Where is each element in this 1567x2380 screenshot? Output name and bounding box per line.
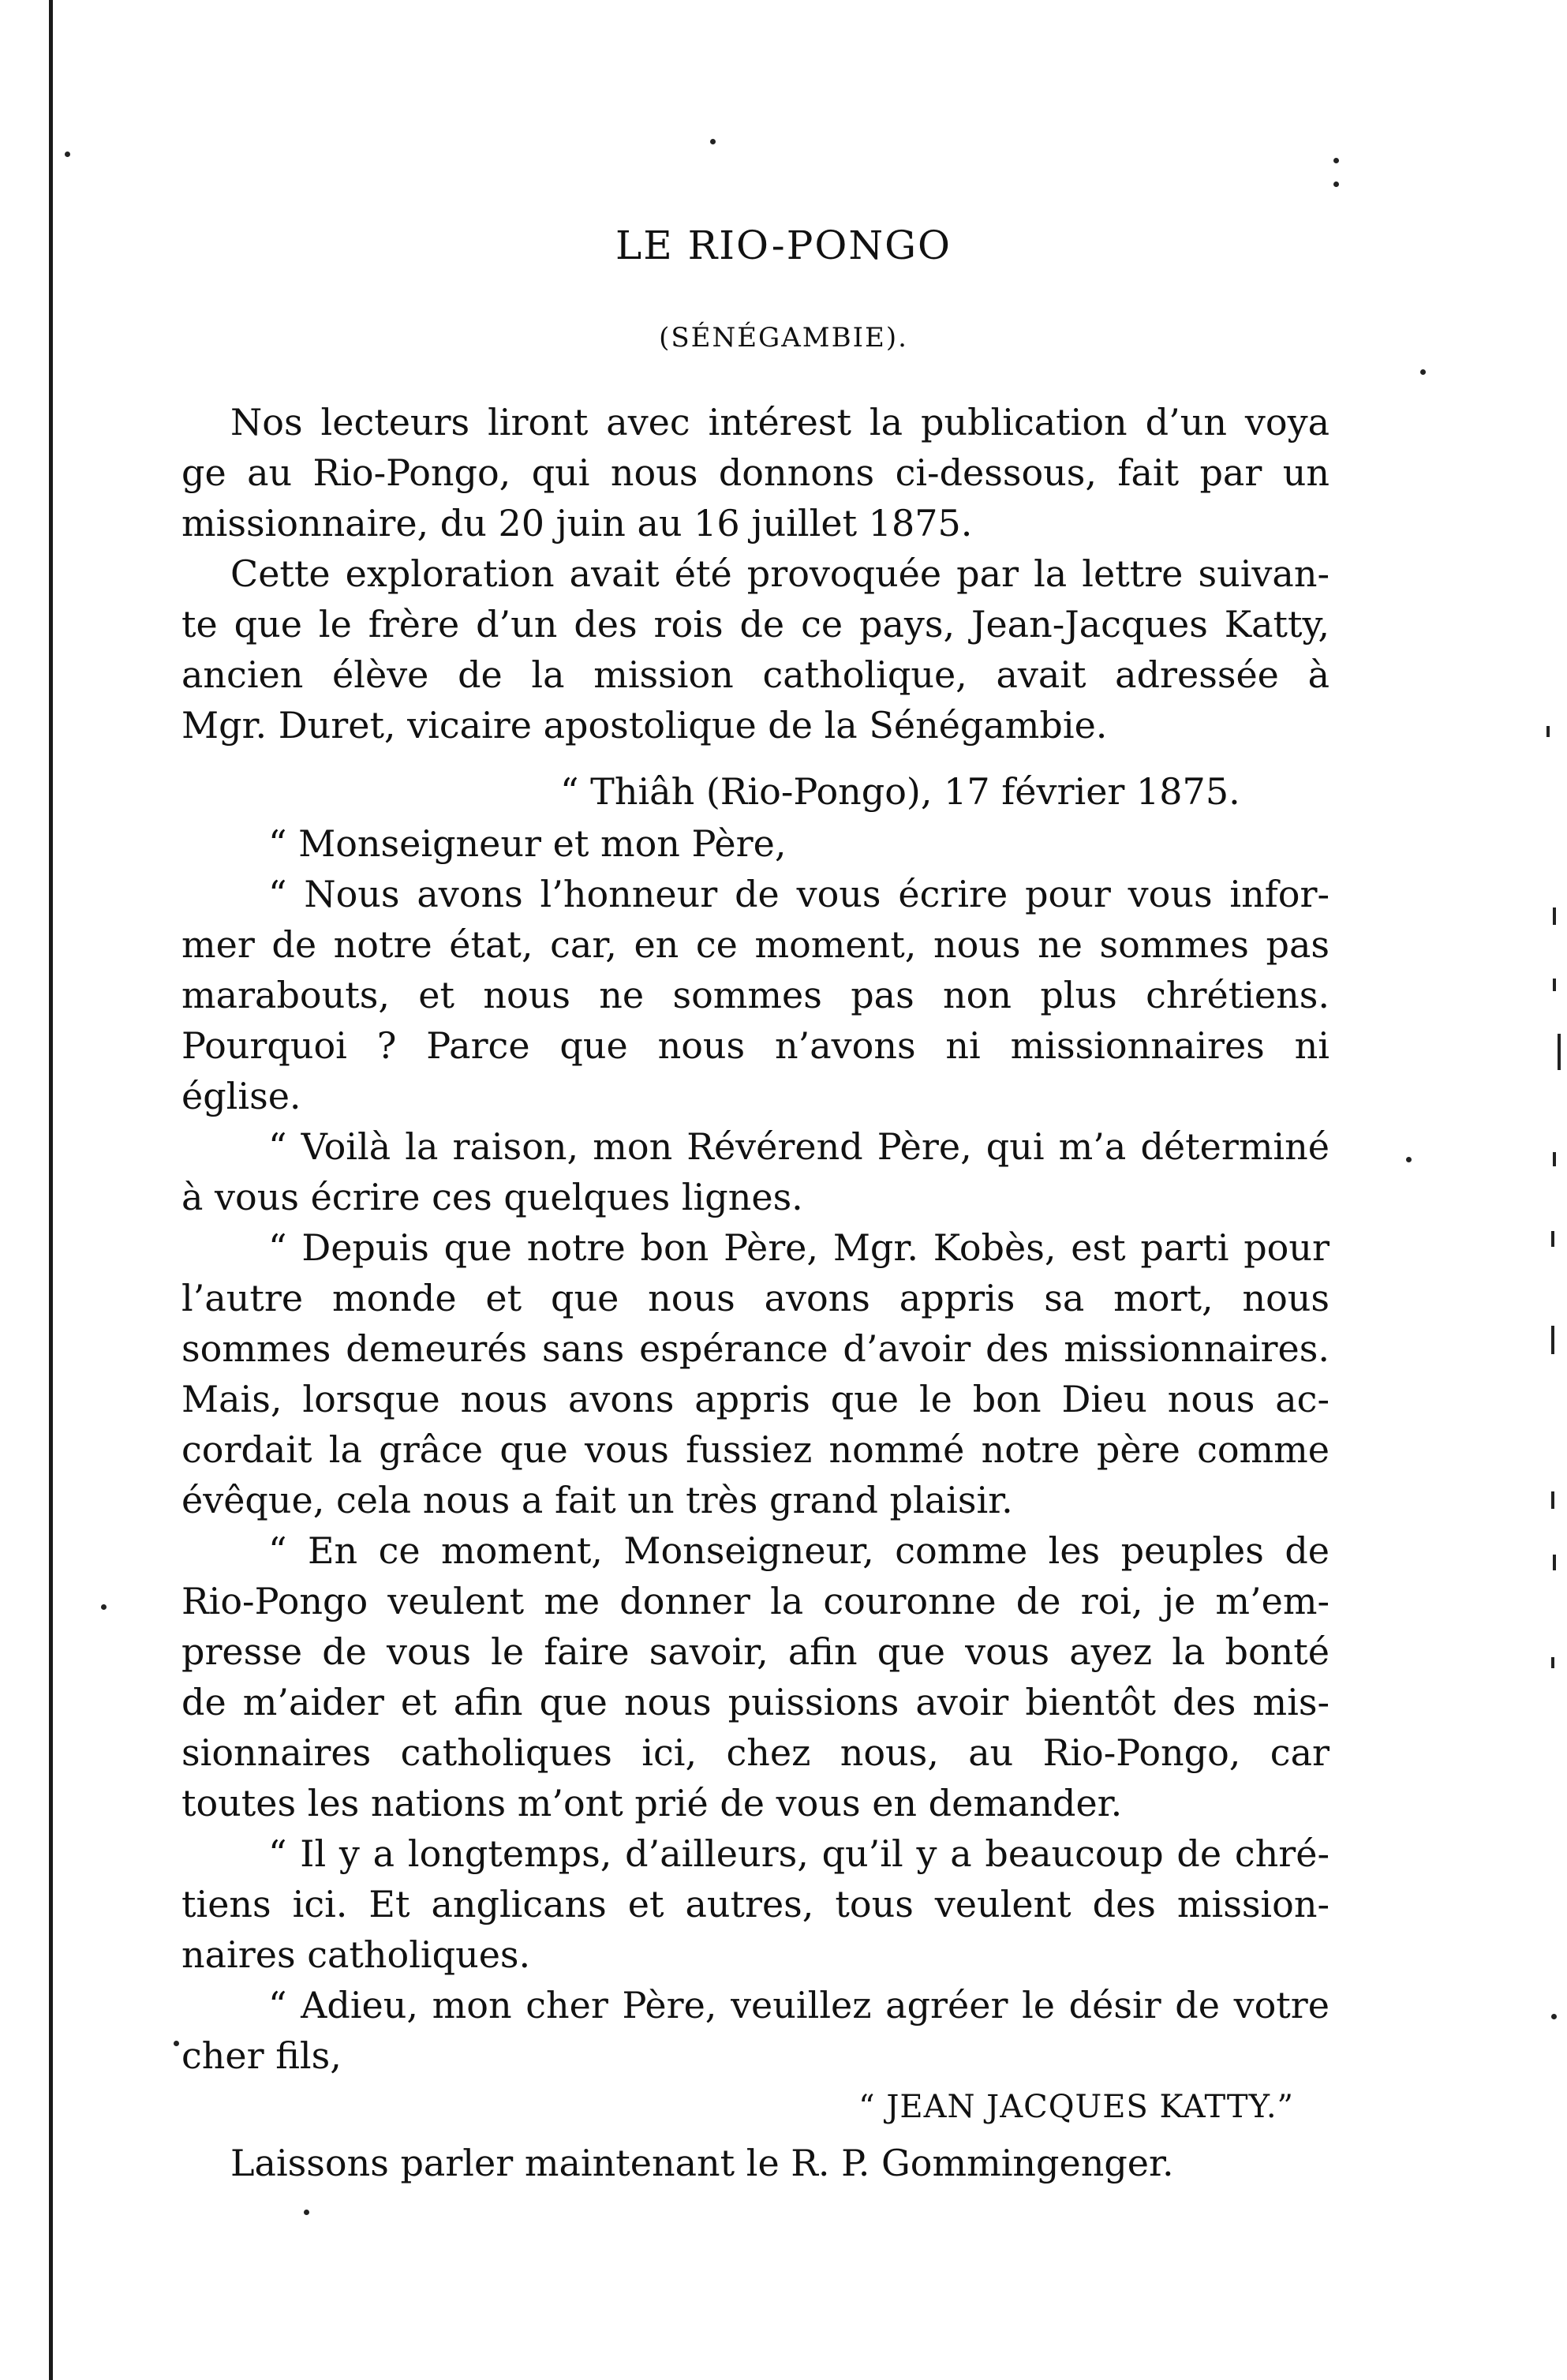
text-line: à vous écrire ces quelques lignes. — [181, 1176, 803, 1218]
text-line: missionnaire, du 20 juin au 16 juillet 1875. — [181, 502, 973, 544]
scan-speck — [174, 2041, 179, 2046]
text-line: de m’aider et afin que nous puissions avoir bientôt des mis- — [181, 1681, 1330, 1723]
text-line: marabouts, et nous ne sommes pas non plus chrétiens. — [181, 974, 1330, 1016]
scan-speck — [1420, 369, 1426, 375]
margin-mark — [1551, 1491, 1554, 1509]
text-line: sommes demeurés sans espérance d’avoir des missionnaires. — [181, 1327, 1330, 1370]
text-line: cordait la grâce que vous fussiez nommé notre père comme — [181, 1428, 1330, 1471]
text-line: Mais, lorsque nous avons appris que le bon Dieu nous ac- — [181, 1378, 1330, 1420]
text-line: cher fils, — [181, 2034, 342, 2077]
margin-mark — [1546, 726, 1550, 737]
page-margin-rule — [49, 0, 53, 2380]
text-line: évêque, cela nous a fait un très grand plaisir. — [181, 1479, 1013, 1521]
page-subtitle: (SÉNÉGAMBIE). — [659, 322, 908, 354]
scan-speck — [65, 152, 70, 157]
scan-speck — [304, 2210, 309, 2215]
text-line: Nos lecteurs liront avec intérest la publication d’un voya — [230, 401, 1330, 443]
text-line: naires catholiques. — [181, 1933, 531, 1976]
text-line: Rio-Pongo veulent me donner la couronne de roi, je m’em- — [181, 1580, 1330, 1622]
text-line: tiens ici. Et anglicans et autres, tous veulent des mission- — [181, 1883, 1330, 1925]
margin-mark — [1551, 1657, 1554, 1668]
scan-speck — [1406, 1157, 1412, 1162]
scan-speck — [101, 1604, 107, 1610]
text-line: toutes les nations m’ont prié de vous en demander. — [181, 1782, 1123, 1824]
text-line: “ Depuis que notre bon Père, Mgr. Kobès, est parti pour — [268, 1226, 1330, 1269]
text-line: “ Nous avons l’honneur de vous écrire pour vous infor- — [268, 873, 1330, 915]
text-line: “ Il y a longtemps, d’ailleurs, qu’il y a beaucoup de chré- — [268, 1832, 1330, 1875]
text-line: église. — [181, 1075, 301, 1117]
text-line: Pourquoi ? Parce que nous n’avons ni missionnaires ni — [181, 1024, 1330, 1067]
text-line: sionnaires catholiques ici, chez nous, au Rio-Pongo, car — [181, 1731, 1330, 1774]
text-line: Laissons parler maintenant le R. P. Gommingenger. — [230, 2142, 1174, 2184]
margin-mark — [1551, 1231, 1554, 1247]
text-line: presse de vous le faire savoir, afin que vous ayez la bonté — [181, 1630, 1330, 1673]
text-line: “ Adieu, mon cher Père, veuillez agréer le désir de votre — [268, 1984, 1330, 2026]
letter-dateline: “ Thiâh (Rio-Pongo), 17 février 1875. — [560, 770, 1240, 813]
margin-mark — [1553, 979, 1556, 991]
margin-mark — [1553, 1152, 1556, 1166]
scan-speck — [1333, 158, 1339, 163]
scan-speck — [1551, 2014, 1557, 2019]
page-title: LE RIO-PONGO — [615, 223, 952, 268]
margin-mark — [1553, 1555, 1556, 1570]
scan-speck — [1333, 181, 1339, 187]
letter-signature: “ JEAN JACQUES KATTY.” — [858, 2089, 1294, 2125]
text-line: l’autre monde et que nous avons appris sa mort, nous — [181, 1277, 1330, 1319]
margin-mark — [1558, 1034, 1561, 1070]
text-line: Cette exploration avait été provoquée par la lettre suivan- — [230, 552, 1330, 595]
margin-mark — [1553, 907, 1556, 925]
text-line: te que le frère d’un des rois de ce pays, Jean-Jacques Katty, — [181, 603, 1330, 646]
scan-speck — [710, 139, 716, 144]
text-line: ancien élève de la mission catholique, avait adressée à — [181, 653, 1330, 696]
text-line: mer de notre état, car, en ce moment, nous ne sommes pas — [181, 923, 1330, 966]
text-line: Mgr. Duret, vicaire apostolique de la Sénégambie. — [181, 704, 1108, 747]
text-line: “ Voilà la raison, mon Révérend Père, qui m’a déterminé — [268, 1125, 1330, 1168]
margin-mark — [1551, 1326, 1554, 1354]
letter-salutation: “ Monseigneur et mon Père, — [268, 822, 787, 865]
text-line: “ En ce moment, Monseigneur, comme les peuples de — [268, 1529, 1330, 1572]
text-line: ge au Rio-Pongo, qui nous donnons ci-dessous, fait par un — [181, 451, 1330, 494]
